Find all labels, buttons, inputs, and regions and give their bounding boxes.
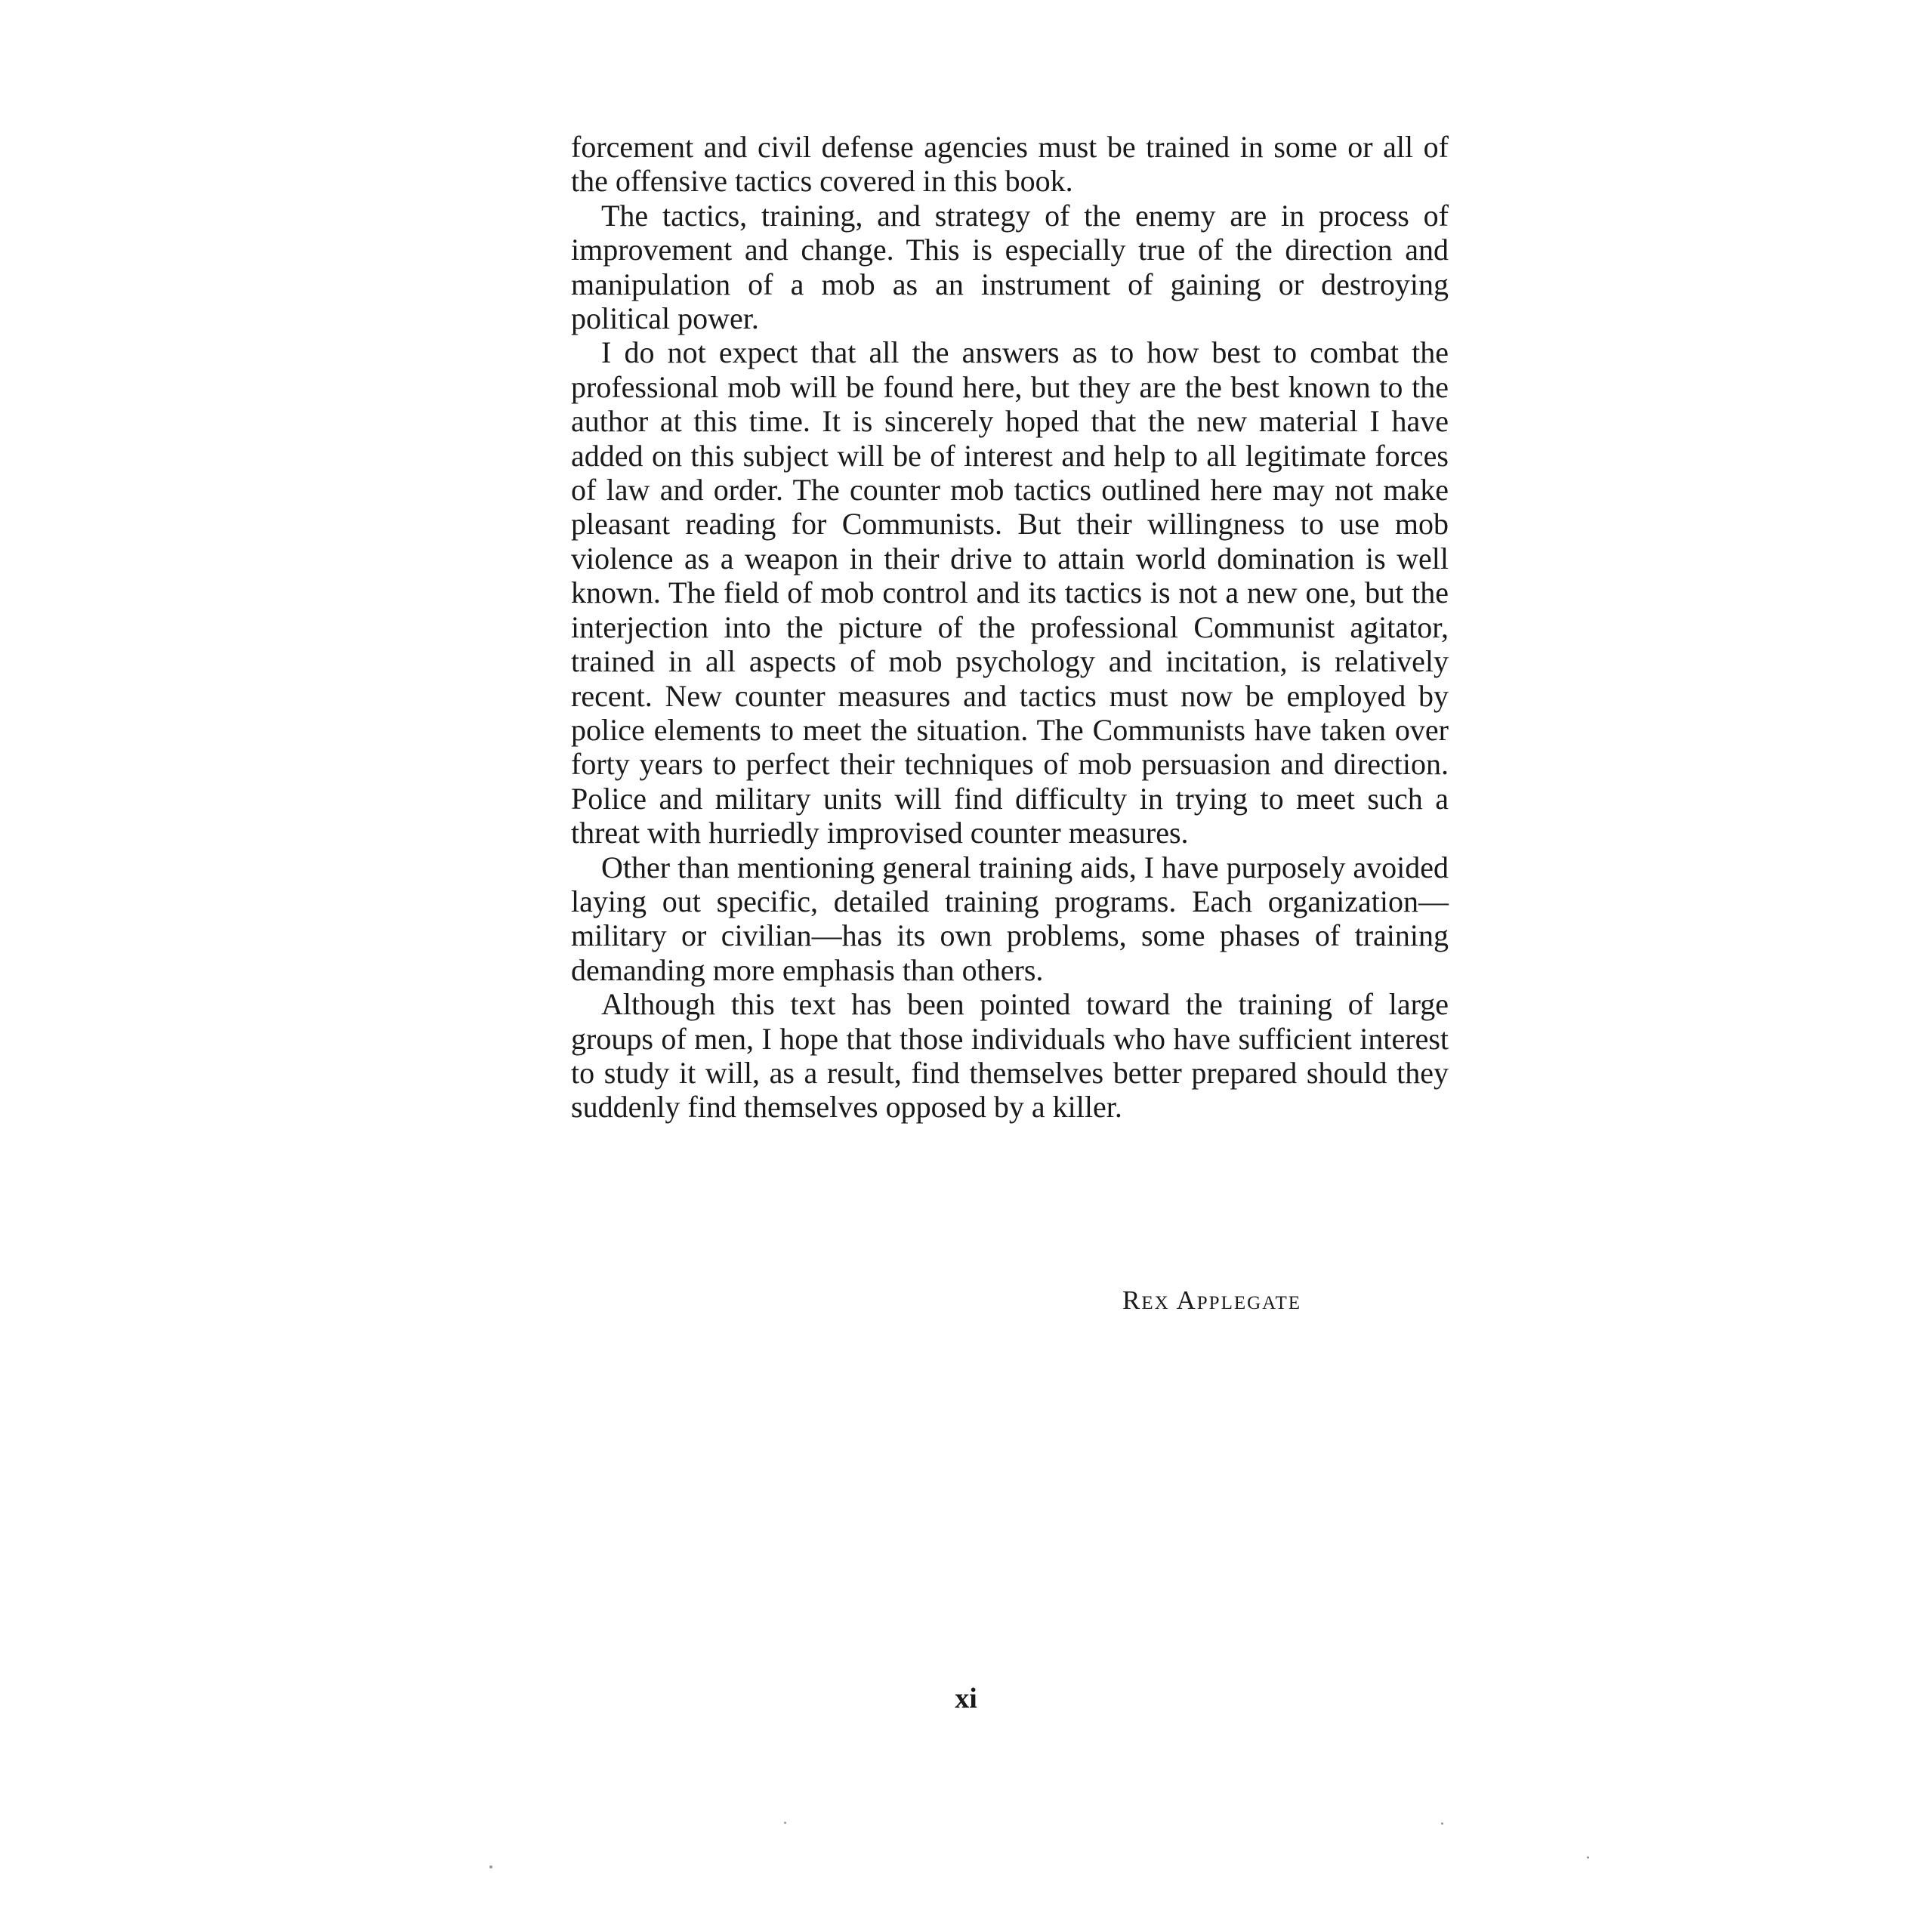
scan-speck: [1587, 1856, 1589, 1859]
scan-speck: [489, 1865, 492, 1868]
author-signature: Rex Applegate: [1122, 1285, 1301, 1315]
paragraph-individuals: Although this text has been pointed toward the training of large groups of men, I hope that those individuals who have sufficient interest to study it will, as a result, find themselves better prepared should they suddenly find themselves opposed by a killer.: [571, 987, 1449, 1125]
paragraph-training-aids: Other than mentioning general training aids, I have purposely avoided laying out specific, detailed training programs. Each organization—military or civilian—has its own problems, some phases of training demanding more emphasis than others.: [571, 850, 1449, 987]
page-number: xi: [955, 1683, 977, 1714]
scan-speck: [784, 1822, 786, 1824]
preface-text: [571, 130, 1449, 1125]
paragraph-enemy-tactics: The tactics, training, and strategy of the enemy are in process of improvement and change. This is especially true of the direction and manipulation of a mob as an instrument of gaining or destroying political power.: [571, 198, 1449, 336]
scan-speck: [1441, 1822, 1443, 1825]
paragraph-professional-mob: I do not expect that all the answers as to how best to combat the professional mob will be found here, but they are the best known to the author at this time. It is sincerely hoped that the new material I have added on this subject will be of interest and help to all legitimate forces of law and order. The counter mob tactics outlined here may not make pleasant reading for Communists. But their willingness to use mob violence as a weapon in their drive to attain world domination is well known. The field of mob control and its tactics is not a new one, but the interjection into the picture of the professional Communist agitator, trained in all aspects of mob psychology and incitation, is relatively recent. New counter measures and tactics must now be employed by police elements to meet the situation. The Communists have taken over forty years to perfect their techniques of mob persuasion and direction. Police and military units will find difficulty in trying to meet such a threat with hurriedly improvised counter measures.: [571, 335, 1449, 850]
paragraph-continued: forcement and civil defense agencies must be trained in some or all of the offensive tactics covered in this book.: [571, 130, 1449, 199]
